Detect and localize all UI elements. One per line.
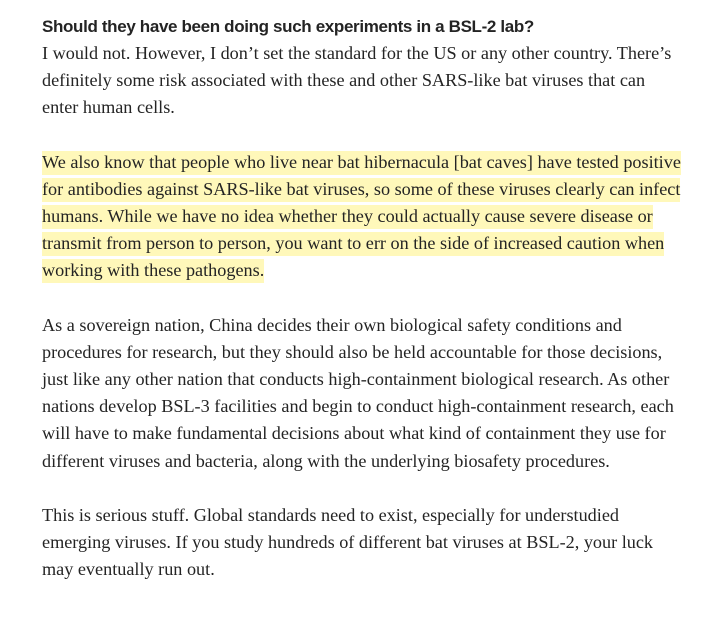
paragraph-text: This is serious stuff. Global standards need to exist, especially for understudied emerging viruses. If you study hundreds of different bat viruses at BSL-2, your luck may eventually run out. xyxy=(42,504,654,580)
answer-paragraph-1 xyxy=(42,40,682,122)
answer-paragraph-3 xyxy=(42,312,682,475)
article-body xyxy=(42,14,682,610)
paragraph-text: I would not. However, I don’t set the standard for the US or any other country. There’s definitely some risk associated with these and other SARS-like bat viruses that can enter human cells. xyxy=(42,43,672,118)
highlight-text[interactable]: We also know that people who live near bat hibernacula [bat caves] have tested positive for antibodies against SARS-like bat viruses, so some of these viruses clearly can infect humans. While we have no idea whether they could actually cause severe disease or transmit from person to person, you want to err on the side of increased caution when working with these pathogens. xyxy=(42,151,681,284)
interview-question: Should they have been doing such experiments in a BSL-2 lab? xyxy=(42,17,534,36)
answer-paragraph-4 xyxy=(42,502,682,584)
paragraph-text: As a sovereign nation, China decides their own biological safety conditions and procedures for research, but they should also be held accountable for those decisions, just like any other nation that conducts high-containment biological research. As other nations develop BSL-3 facilities and begin to conduct high-containment research, each will have to make fundamental decisions about what kind of containment they use for different viruses and bacteria, along with the underlying biosafety procedures. xyxy=(42,314,674,471)
highlighted-paragraph[interactable] xyxy=(42,149,682,285)
